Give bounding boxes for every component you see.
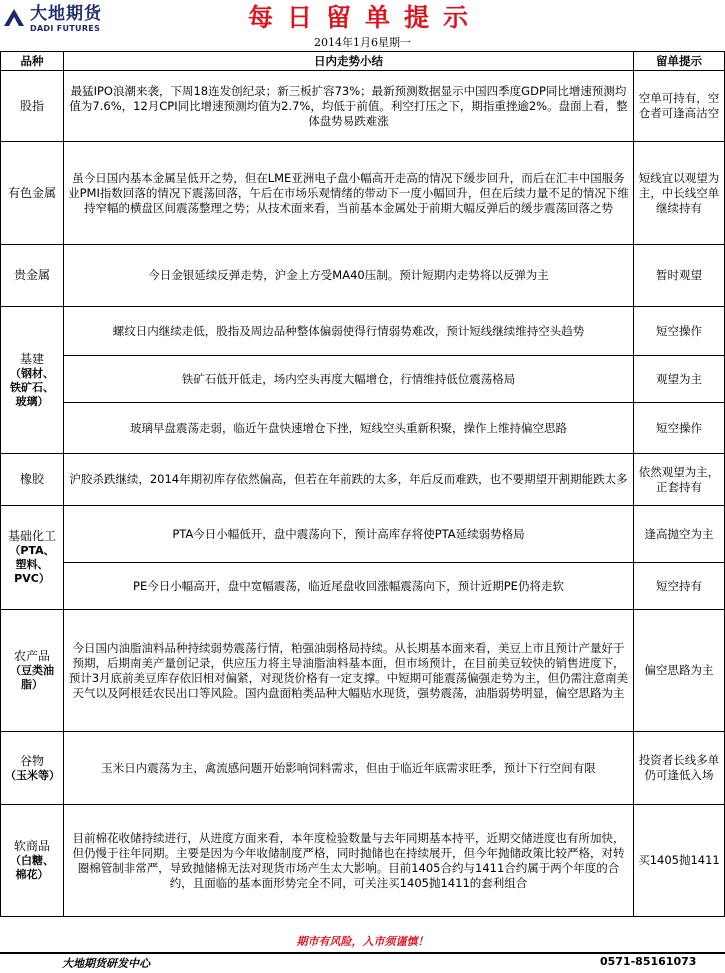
table-row — [1, 454, 725, 506]
column-header-tip: 留单提示 — [634, 52, 725, 71]
tip-cell: 短空操作 — [634, 403, 725, 454]
tip-cell: 短空持有 — [634, 563, 725, 610]
category-cell — [1, 307, 64, 454]
table-row — [1, 71, 725, 142]
tip-cell: 短线宜以观望为主，中长线空单继续持有 — [634, 142, 725, 245]
summary-cell: 最猛IPO浪潮来袭，下周18连发创纪录；新三板扩容73%；最新预测数据显示中国四季度GDP同比增速预测均值为7.6%，12月CPI同比增速预测均值为2.7%，均低于前值。利空打压之下，期指重挫逾2%。盘面上看，整体盘势易跌难涨 — [64, 71, 634, 142]
table-row — [1, 805, 725, 917]
category-subtitle: （豆类油脂） — [10, 664, 54, 691]
tips-table — [0, 51, 725, 917]
table-row — [1, 307, 725, 356]
column-header-summary: 日内走势小结 — [64, 52, 634, 71]
table-row — [1, 356, 725, 403]
summary-cell: 玉米日内震荡为主，禽流感问题开始影响饲料需求，但由于临近年底需求旺季，预计下行空间有限 — [64, 732, 634, 805]
category-name: 谷物 — [19, 753, 44, 768]
summary-cell: 铁矿石低开低走，场内空头再度大幅增仓，行情维持低位震荡格局 — [64, 356, 634, 403]
column-header-category: 品种 — [1, 52, 64, 71]
category-cell — [1, 71, 64, 142]
category-subtitle: （钢材、铁矿石、玻璃） — [10, 366, 54, 408]
report-date: 2014年1月6星期一 — [314, 36, 411, 49]
summary-cell: 沪胶杀跌继续，2014年期初库存依然偏高，但若在年前跌的太多，年后反而难跌，也不要期望开割期能跌太多 — [64, 454, 634, 506]
footer-phone: 0571-85161073 — [600, 955, 697, 968]
category-cell — [1, 506, 64, 610]
category-cell — [1, 805, 64, 917]
category-name: 软商品 — [13, 839, 50, 853]
category-cell — [1, 245, 64, 307]
category-name: 基础化工 — [7, 529, 56, 543]
company-logo — [2, 4, 120, 34]
tip-cell: 暂时观望 — [634, 245, 725, 307]
table-row — [1, 403, 725, 454]
category-name: 股指 — [19, 98, 44, 113]
category-subtitle: （PTA、塑料、PVC） — [9, 544, 55, 585]
summary-cell: 今日金银延续反弹走势，沪金上方受MA40压制。预计短期内走势将以反弹为主 — [64, 245, 634, 307]
footer-divider — [0, 952, 725, 954]
tip-cell: 投资者长线多单仍可逢低入场 — [634, 732, 725, 805]
summary-cell: 玻璃早盘震荡走弱，临近午盘快速增仓下挫，短线空头重新积聚，操作上维持偏空思路 — [64, 403, 634, 454]
category-name: 贵金属 — [13, 268, 50, 282]
risk-warning: 期市有风险，入市须谨慎！ — [296, 935, 429, 948]
category-cell — [1, 732, 64, 805]
tip-cell: 短空操作 — [634, 307, 725, 356]
category-name: 基建 — [19, 351, 44, 366]
category-subtitle: （白糖、棉花） — [10, 854, 54, 881]
table-row — [1, 142, 725, 245]
summary-cell: 今日国内油脂油料品种持续弱势震荡行情，粕强油弱格局持续。从长期基本面来看，美豆上市且预计产量好于预期，后期南美产量创记录，供应压力将主导油脂油料基本面，但市场预计，在目前美豆较快的销售进度下，预计3月底前美豆库存依旧相对偏紧，对现货价格有一定支撑。中短期可能震荡偏强走势为主，但仍需注意南美天气以及阿根廷农民出口等风险。国内盘面粕类品种大幅贴水现货，强势震荡，油脂弱势明显，偏空思路为主 — [64, 610, 634, 732]
summary-cell: 螺纹日内继续走低，股指及周边品种整体偏弱使得行情弱势难改，预计短线继续维持空头趋势 — [64, 307, 634, 356]
tip-cell: 逢高抛空为主 — [634, 506, 725, 563]
summary-cell: 虽今日国内基本金属呈低开之势，但在LME亚洲电子盘小幅高开走高的情况下缓步回升，而后在汇丰中国服务业PMI指数回落的情况下震荡回落，午后在市场乐观情绪的带动下一度小幅回升，但在后续力量不足的情况下维持窄幅的横盘区间震荡整理之势；从技术面来看，当前基本金属处于前期大幅反弹后的缓步震荡回落之势 — [64, 142, 634, 245]
category-name: 橡胶 — [19, 472, 44, 486]
header — [0, 0, 725, 36]
summary-cell: PTA今日小幅低开，盘中震荡向下，预计高库存将使PTA延续弱势格局 — [64, 506, 634, 563]
logo-chinese-name: 大地期货 — [30, 4, 102, 24]
summary-cell: 目前棉花收储持续进行，从进度方面来看，本年度检验数量与去年同期基本持平，近期交储进度也有所加快，但仍慢于往年同期。主要是因为今年收储制度严格，同时抛储也在持续展开，但今年抛储政策比较严格，对转圈棉管制非常严，导致抛储棉无法对现货市场产生太大影响。目前1405合约与1411合约属于两个年度的合约，且面临的基本面形势完全不同，可关注买1405抛1411的套利组合 — [64, 805, 634, 917]
table-row — [1, 610, 725, 732]
table-row — [1, 506, 725, 563]
category-name: 农产品 — [13, 649, 50, 663]
category-subtitle: （玉米等） — [5, 768, 60, 782]
logo-english-name: DADI FUTURES — [30, 24, 101, 33]
tip-cell: 买1405抛1411 — [634, 805, 725, 917]
category-cell — [1, 142, 64, 245]
table-row — [1, 732, 725, 805]
category-name: 有色金属 — [7, 185, 56, 200]
table-row — [1, 245, 725, 307]
tip-cell: 观望为主 — [634, 356, 725, 403]
tip-cell: 空单可持有，空仓者可逢高沽空 — [634, 71, 725, 142]
table-row — [1, 563, 725, 610]
dadi-logo-icon — [2, 6, 26, 30]
page-title: 每日留单提示 — [247, 3, 482, 32]
category-cell — [1, 610, 64, 732]
category-cell — [1, 454, 64, 506]
tip-cell: 依然观望为主，正套持有 — [634, 454, 725, 506]
summary-cell: PE今日小幅高开，盘中宽幅震荡，临近尾盘收回涨幅震荡向下，预计近期PE仍将走软 — [64, 563, 634, 610]
table-header-row — [1, 52, 725, 71]
tip-cell: 偏空思路为主 — [634, 610, 725, 732]
footer-organization: 大地期货研发中心 — [62, 957, 150, 970]
